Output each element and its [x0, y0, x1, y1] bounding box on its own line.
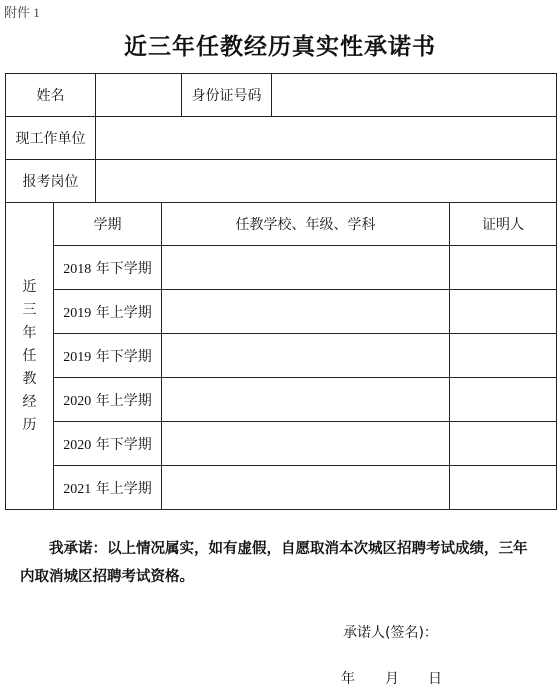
term-cell: [54, 378, 162, 422]
signature-label: 承诺人(签名)：: [343, 625, 438, 641]
term-year: 2020: [63, 393, 92, 409]
history-row: [6, 422, 557, 466]
row-name-id: [6, 74, 557, 117]
term-year: 2020: [63, 437, 92, 453]
column-header-witness: 证明人: [450, 203, 557, 246]
pledge-statement: 我承诺：以上情况属实，如有虚假，自愿取消本次城区招聘考试成绩，三年内取消城区招聘考试资格。: [20, 540, 528, 585]
witness-cell[interactable]: [450, 422, 557, 466]
term-cell: [54, 334, 162, 378]
work-unit-field[interactable]: [96, 117, 557, 160]
term-cell: [54, 290, 162, 334]
column-header-term: 学期: [54, 203, 162, 246]
school-cell[interactable]: [162, 466, 450, 510]
term-half: 年下学期: [95, 260, 152, 277]
history-row: [6, 246, 557, 290]
work-unit-label: 现工作单位: [6, 117, 96, 160]
term-cell: [54, 466, 162, 510]
school-cell[interactable]: [162, 334, 450, 378]
term-year: 2019: [63, 305, 92, 321]
position-field[interactable]: [96, 160, 557, 203]
term-half: 年上学期: [95, 392, 152, 409]
date-month-label: 月: [385, 671, 399, 687]
witness-cell[interactable]: [450, 334, 557, 378]
page-title: 近三年任教经历真实性承诺书: [124, 33, 436, 60]
witness-cell[interactable]: [450, 290, 557, 334]
school-cell[interactable]: [162, 422, 450, 466]
history-row: [6, 378, 557, 422]
term-year: 2018: [63, 261, 92, 277]
witness-cell[interactable]: [450, 378, 557, 422]
commitment-form-table: [5, 73, 557, 510]
history-row: [6, 466, 557, 510]
term-half: 年上学期: [95, 480, 152, 497]
school-cell[interactable]: [162, 290, 450, 334]
section-label-text: 近 三 年 任 教 经 历: [22, 278, 37, 433]
id-number-field[interactable]: [272, 74, 557, 117]
date-day-label: 日: [428, 671, 442, 687]
witness-cell[interactable]: [450, 466, 557, 510]
term-cell: [54, 422, 162, 466]
date-year-label: 年: [341, 671, 355, 687]
term-year: 2021: [63, 481, 92, 497]
history-header-row: [6, 203, 557, 246]
term-year: 2019: [63, 349, 92, 365]
term-half: 年上学期: [95, 304, 152, 321]
section-label-teaching-history: [6, 203, 54, 510]
column-header-school: 任教学校、年级、学科: [162, 203, 450, 246]
term-half: 年下学期: [95, 348, 152, 365]
school-cell[interactable]: [162, 378, 450, 422]
term-half: 年下学期: [95, 436, 152, 453]
row-position: [6, 160, 557, 203]
attachment-label: 附件 1: [4, 5, 40, 20]
term-cell: [54, 246, 162, 290]
school-cell[interactable]: [162, 246, 450, 290]
row-work-unit: [6, 117, 557, 160]
id-number-label: 身份证号码: [182, 74, 272, 117]
history-row: [6, 290, 557, 334]
history-row: [6, 334, 557, 378]
witness-cell[interactable]: [450, 246, 557, 290]
position-label: 报考岗位: [6, 160, 96, 203]
name-field[interactable]: [96, 74, 182, 117]
name-label: 姓名: [6, 74, 96, 117]
